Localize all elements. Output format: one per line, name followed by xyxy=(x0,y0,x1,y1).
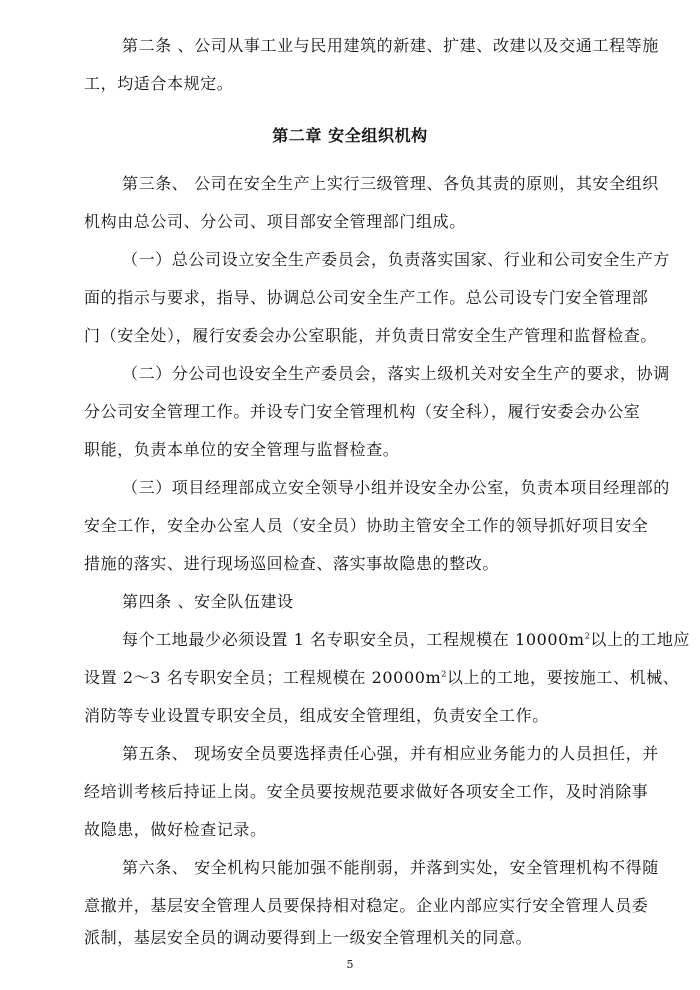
item-1-line-1: （一）总公司设立安全生产委员会，负责落实国家、行业和公司安全生产方 xyxy=(122,250,670,269)
item-1-line-3: 门（安全处），履行安委会办公室职能，并负责日常安全生产管理和监督检查。 xyxy=(84,326,658,345)
article-3-line-2: 机构由总公司、分公司、项目部安全管理部门组成。 xyxy=(84,212,466,231)
article-6-line-1: 第六条、 安全机构只能加强不能削弱，并落到实处，安全管理机构不得随 xyxy=(122,858,659,877)
article-4-line-1-text-b: 以上的工地应 xyxy=(590,630,691,649)
superscript-2: 2 xyxy=(441,669,447,679)
article-4-line-2 xyxy=(84,666,680,690)
page-number: 5 xyxy=(346,958,354,971)
item-3-line-1: （三）项目经理部成立安全领导小组并设安全办公室，负责本项目经理部的 xyxy=(122,478,670,497)
item-1-line-2: 面的指示与要求，指导、协调总公司安全生产工作。总公司设专门安全管理部 xyxy=(84,288,649,307)
item-2-line-3: 职能，负责本单位的安全管理与监督检查。 xyxy=(84,440,400,459)
article-6-line-2: 意撤并，基层安全管理人员要保持相对稳定。企业内部应实行安全管理人员委 xyxy=(84,896,649,915)
article-5-line-1: 第五条、 现场安全员要选择责任心强，并有相应业务能力的人员担任，并 xyxy=(122,744,659,763)
article-4-line-1-text-a: 每个工地最少必须设置 1 名专职安全员，工程规模在 10000m xyxy=(122,630,585,649)
article-4-line-1 xyxy=(122,628,700,652)
item-3-line-3: 措施的落实、进行现场巡回检查、落实事故隐患的整改。 xyxy=(84,554,500,573)
article-3-line-1: 第三条、 公司在安全生产上实行三级管理、各负其责的原则，其安全组织 xyxy=(122,174,659,193)
superscript-2: 2 xyxy=(584,631,591,641)
article-6-line-3: 派制，基层安全员的调动要得到上一级安全管理机关的同意。 xyxy=(84,928,533,947)
article-2-line-2: 工，均适合本规定。 xyxy=(84,74,234,93)
article-4-line-2-text-b: 以上的工地，要按施工、机械、 xyxy=(447,668,680,687)
article-4-title: 第四条 、安全队伍建设 xyxy=(122,592,294,611)
article-4-line-3: 消防等专业设置专职安全员，组成安全管理组，负责安全工作。 xyxy=(84,706,549,725)
article-4-line-2-text-a: 设置 2～3 名专职安全员；工程规模在 20000m xyxy=(84,668,442,687)
item-2-line-1: （二）分公司也设安全生产委员会，落实上级机关对安全生产的要求，协调 xyxy=(122,364,670,383)
article-5-line-2: 经培训考核后持证上岗。安全员要按规范要求做好各项安全工作，及时消除事 xyxy=(84,782,649,801)
chapter-heading: 第二章 安全组织机构 xyxy=(272,126,428,145)
article-2-line-1: 第二条 、公司从事工业与民用建筑的新建、扩建、改建以及交通工程等施 xyxy=(122,36,659,55)
item-3-line-2: 安全工作，安全办公室人员（安全员）协助主管安全工作的领导抓好项目安全 xyxy=(84,516,649,535)
item-2-line-2: 分公司安全管理工作。并设专门安全管理机构（安全科），履行安委会办公室 xyxy=(84,402,641,421)
article-5-line-3: 故隐患，做好检查记录。 xyxy=(84,820,267,839)
